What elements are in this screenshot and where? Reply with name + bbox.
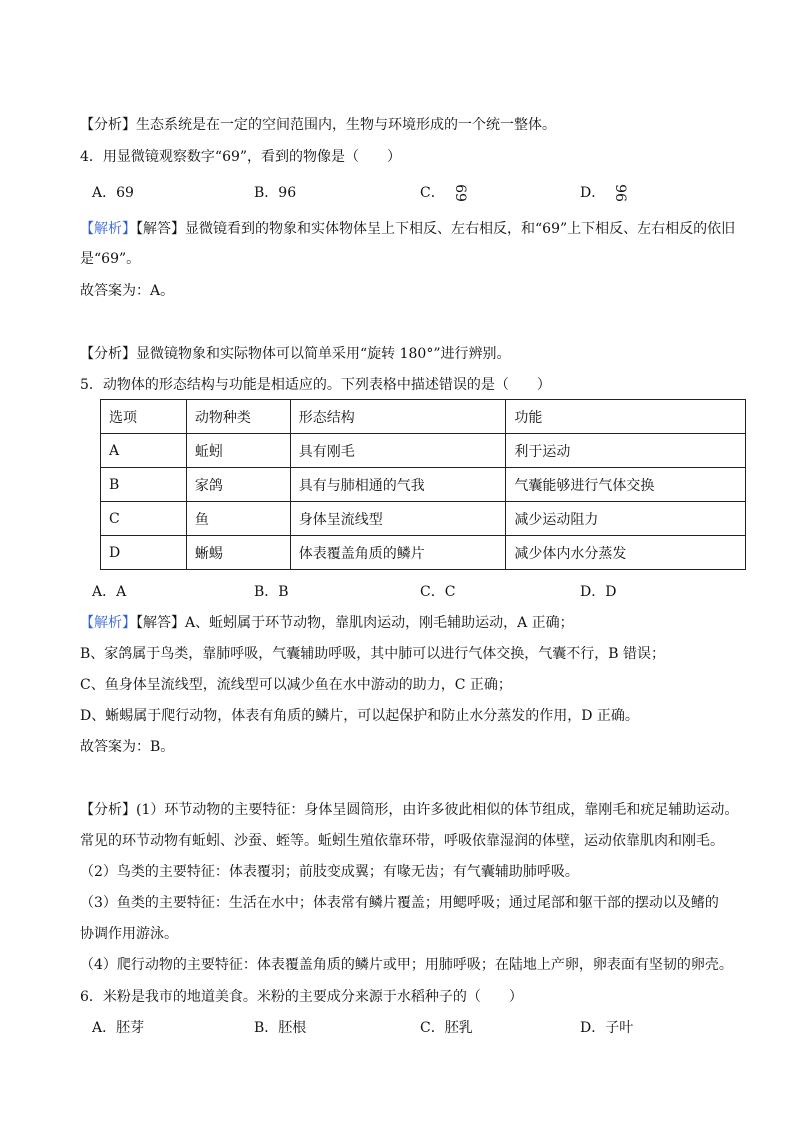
- q5-solution-line1: 【解析】【解答】A、蚯蚓属于环节动物，靠肌肉运动，刚毛辅助运动，A 正确；: [80, 615, 574, 631]
- q5-analysis-line1: 【分析】(1）环节动物的主要特征：身体呈圆筒形，由许多彼此相似的体节组成，靠刚毛和疣足辅助运动。: [80, 802, 739, 818]
- q5-stem: 5．动物体的形态结构与功能是相适应的。下列表格中描述错误的是（ ）: [80, 377, 551, 393]
- q5-analysis-line5: 协调作用游泳。: [80, 926, 178, 942]
- table-cell: 选项: [101, 400, 187, 434]
- analysis-prev: 【分析】生态系统是在一定的空间范围内，生物与环境形成的一个统一整体。: [80, 117, 556, 133]
- table-cell: 家鸽: [186, 468, 290, 502]
- q6-option-c: C．胚乳: [420, 1020, 473, 1036]
- table-row: [101, 536, 746, 570]
- q4-option-d: D． 96: [580, 184, 629, 202]
- q5-option-a: A．A: [92, 584, 127, 600]
- q4-solution-line2: 是“69”。: [80, 251, 141, 267]
- q4-option-c: C． 69: [420, 184, 468, 202]
- table-cell: 体表覆盖角质的鳞片: [290, 536, 506, 570]
- jiexi-tag: 【解析】: [80, 615, 136, 631]
- q5-table: [100, 399, 746, 570]
- q4-solution-line1: 【解析】【解答】显微镜看到的物象和实体物体呈上下相反、左右相反，和“69”上下相反、左右相反的依旧: [80, 221, 736, 237]
- table-header-row: [101, 400, 746, 434]
- q5-answer: 故答案为：B。: [80, 739, 175, 755]
- table-cell: A: [101, 434, 187, 468]
- q5-solution-line4: D、蜥蜴属于爬行动物，体表有角质的鳞片，可以起保护和防止水分蒸发的作用，D 正确。: [80, 708, 639, 724]
- q4-option-d-rotated-text: 96: [612, 184, 629, 202]
- table-cell: C: [101, 502, 187, 536]
- q5-option-b: B．B: [254, 584, 289, 600]
- q4-option-a: A．69: [92, 185, 134, 201]
- table-row: [101, 502, 746, 536]
- q6-options: [92, 1017, 692, 1039]
- table-cell: 减少体内水分蒸发: [506, 536, 746, 570]
- q6-option-d: D．子叶: [580, 1020, 634, 1036]
- table-cell: 利于运动: [506, 434, 746, 468]
- q6-option-b: B．胚根: [254, 1020, 307, 1036]
- q5-option-d: D．D: [580, 584, 617, 600]
- q5-analysis-line3: （2）鸟类的主要特征：体表覆羽；前肢变成翼；有喙无齿；有气囊辅助肺呼吸。: [80, 864, 579, 880]
- table-cell: 动物种类: [186, 400, 290, 434]
- q4-analysis: 【分析】显微镜物象和实际物体可以简单采用“旋转 180°”进行辨别。: [80, 346, 511, 362]
- table-cell: D: [101, 536, 187, 570]
- table-row: [101, 468, 746, 502]
- q5-option-c: C．C: [420, 584, 456, 600]
- q5-options: [92, 581, 692, 603]
- q5-solution-line2: B、家鸽属于鸟类，靠肺呼吸，气囊辅助呼吸，其中肺可以进行气体交换，气囊不行，B 错误；: [80, 646, 666, 662]
- q4-answer: 故答案为：A。: [80, 283, 175, 299]
- q5-analysis-line2: 常见的环节动物有蚯蚓、沙蚕、蛭等。蚯蚓生殖依靠环带，呼吸依靠湿润的体壁，运动依靠肌肉和刚毛。: [80, 833, 724, 849]
- q6-option-a: A．胚芽: [92, 1020, 145, 1036]
- q4-option-c-rotated-text: 69: [451, 184, 468, 202]
- table-cell: 蚯蚓: [186, 434, 290, 468]
- table-cell: 形态结构: [290, 400, 506, 434]
- q4-option-b: B．96: [254, 185, 297, 201]
- table-cell: 鱼: [186, 502, 290, 536]
- jiexi-tag: 【解析】: [80, 221, 136, 237]
- table-cell: 功能: [506, 400, 746, 434]
- table-cell: 具有刚毛: [290, 434, 506, 468]
- q4-stem: 4．用显微镜观察数字“69”，看到的物像是（ ）: [80, 149, 402, 165]
- q5-solution-line3: C、鱼身体呈流线型，流线型可以减少鱼在水中游动的助力，C 正确；: [80, 677, 512, 693]
- table-cell: 气囊能够进行气体交换: [506, 468, 746, 502]
- table-cell: 身体呈流线型: [290, 502, 506, 536]
- table-cell: 减少运动阻力: [506, 502, 746, 536]
- table-cell: 蜥蜴: [186, 536, 290, 570]
- table-cell: B: [101, 468, 187, 502]
- table-cell: 具有与肺相通的气我: [290, 468, 506, 502]
- q5-analysis-line4: （3）鱼类的主要特征：生活在水中；体表常有鳞片覆盖；用鳃呼吸；通过尾部和躯干部的摆动以及鳍的: [80, 895, 719, 911]
- q5-analysis-line6: （4）爬行动物的主要特征：体表覆盖角质的鳞片或甲；用肺呼吸；在陆地上产卵，卵表面有坚韧的卵壳。: [80, 957, 733, 973]
- q4-options: [92, 182, 692, 204]
- q6-stem: 6．米粉是我市的地道美食。米粉的主要成分来源于水稻种子的（ ）: [80, 989, 523, 1005]
- table-row: [101, 434, 746, 468]
